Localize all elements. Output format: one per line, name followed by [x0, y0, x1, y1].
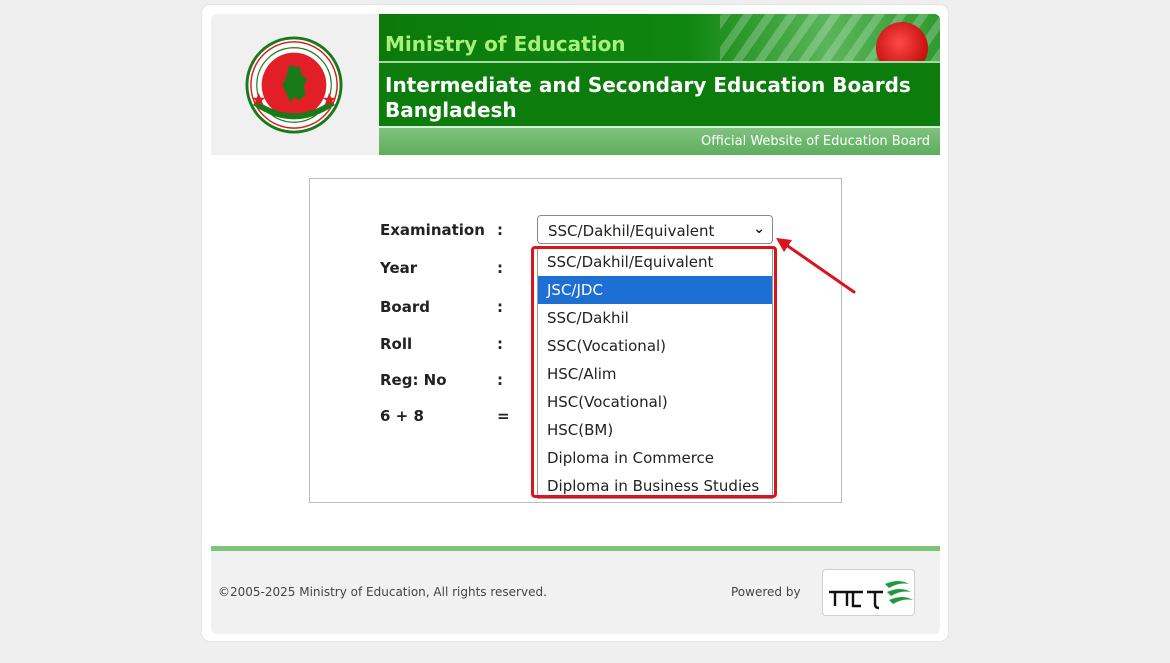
examination-label: Examination — [380, 221, 485, 239]
board-name-line2: Bangladesh — [385, 98, 517, 122]
examination-select[interactable] — [537, 215, 773, 244]
govt-bangladesh-seal-icon — [245, 36, 343, 134]
field-separator: : — [497, 259, 503, 277]
header-banner — [379, 14, 940, 155]
dropdown-option[interactable]: Diploma in Business Studies — [547, 477, 760, 495]
field-separator: : — [497, 335, 503, 353]
site-footer — [211, 551, 940, 634]
ministry-title: Ministry of Education — [385, 32, 626, 56]
official-bar — [379, 128, 940, 155]
field-separator: : — [497, 371, 503, 389]
banner-divider — [379, 61, 940, 63]
dropdown-option[interactable]: HSC(Vocational) — [547, 393, 668, 411]
board-name-line1: Intermediate and Secondary Education Boards — [385, 73, 911, 97]
board-label: Board — [380, 298, 430, 316]
captcha-label: 6 + 8 — [380, 407, 424, 425]
examination-dropdown-list — [537, 247, 773, 499]
powered-by-text: Powered by — [731, 585, 801, 599]
year-label: Year — [380, 259, 418, 277]
teletalk-logo[interactable] — [822, 569, 915, 616]
field-separator: : — [497, 298, 503, 316]
reg-no-label: Reg: No — [380, 371, 447, 389]
board-name — [385, 73, 925, 123]
annotation-arrow-icon — [770, 230, 860, 300]
dropdown-option[interactable]: HSC(BM) — [547, 421, 614, 439]
teletalk-logo-icon — [823, 570, 914, 615]
roll-label: Roll — [380, 335, 413, 353]
site-header — [211, 14, 940, 155]
banner-top-strip — [379, 14, 940, 61]
dropdown-option[interactable]: HSC/Alim — [547, 365, 617, 383]
field-separator: : — [497, 221, 503, 239]
official-tagline: Official Website of Education Board — [701, 134, 930, 149]
dropdown-option[interactable]: Diploma in Commerce — [547, 449, 715, 467]
dropdown-option[interactable]: SSC(Vocational) — [547, 337, 667, 355]
field-separator: = — [497, 407, 510, 425]
copyright-text: ©2005-2025 Ministry of Education, All rights reserved. — [218, 585, 547, 599]
chevron-down-icon: ⌄ — [753, 221, 765, 237]
dropdown-option[interactable]: SSC/Dakhil/Equivalent — [547, 253, 714, 271]
examination-select-value: SSC/Dakhil/Equivalent — [548, 222, 715, 240]
dropdown-option-highlighted[interactable]: JSC/JDC — [538, 276, 772, 304]
dropdown-option[interactable]: SSC/Dakhil — [547, 309, 629, 327]
